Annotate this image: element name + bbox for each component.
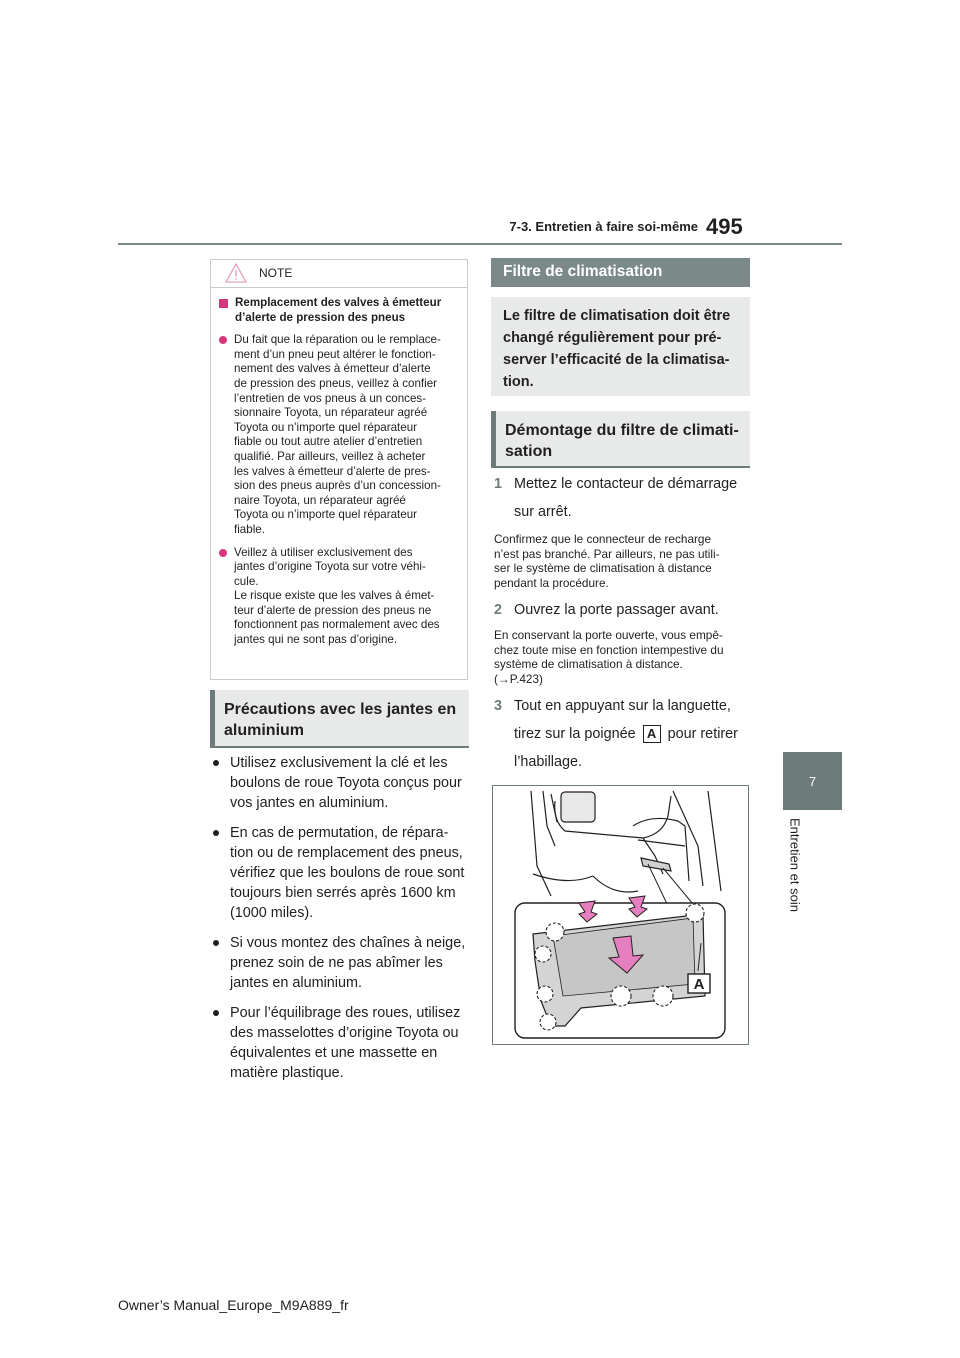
note-line: Toyota ou n’importe quel réparateur <box>234 420 418 434</box>
round-bullet-icon <box>219 336 227 344</box>
illustration-callout-a: A <box>693 976 705 993</box>
step-text: pour retirer <box>667 726 738 742</box>
bullet-dot-icon <box>213 940 219 946</box>
lead-line: server l’efficacité de la climatisa- <box>503 352 730 368</box>
list-item <box>211 933 469 993</box>
bullet-line: En cas de permutation, de répara- <box>230 825 449 841</box>
section-title: 7-3. Entretien à faire soi-même <box>509 219 698 234</box>
list-item <box>211 1003 469 1083</box>
note-line: système de climatisation à distance. <box>494 657 683 671</box>
chapter-label-text: Entretien et soin <box>787 818 803 912</box>
lead-line: tion. <box>503 374 534 390</box>
warning-triangle-icon <box>225 263 247 283</box>
note-line: pendant la procédure. <box>494 575 609 590</box>
chapter-number: 7 <box>808 773 817 789</box>
note-line: Confirmez que le connecteur de recharge <box>494 532 712 546</box>
note-line: sion des pneus auprès d’un concession- <box>234 479 441 493</box>
page-number: 495 <box>706 214 743 239</box>
chapter-tab <box>783 752 842 810</box>
bullet-line: Utilisez exclusivement la clé et les <box>230 755 448 771</box>
step-number: 1 <box>494 476 503 492</box>
note-paragraph-2 <box>219 546 459 648</box>
note-line: sionnaire Toyota, un réparateur agréé <box>234 406 428 420</box>
header-rule <box>118 243 842 245</box>
note-line: nement des valves à émetteur d’alerte <box>234 362 431 376</box>
step-line: Tout en appuyant sur la languette, <box>514 698 731 714</box>
note-line: Veillez à utiliser exclusivement des <box>234 545 413 559</box>
steps-list <box>494 470 756 776</box>
note-line: l’entretien de vos pneus à un conces- <box>234 391 427 405</box>
bullet-line: vos jantes en aluminium. <box>230 795 389 811</box>
note-title <box>219 296 459 325</box>
bullet-line: des masselottes d’origine Toyota ou <box>230 1025 459 1041</box>
note-line: fiable. <box>234 522 265 536</box>
note-line: chez toute mise en fonction intempestive du <box>494 642 724 657</box>
note-line: ment d’un pneu peut altérer le fonction- <box>234 347 436 361</box>
lead-line: changé régulièrement pour pré- <box>503 330 722 346</box>
note-line: Du fait que la réparation ou le remplace- <box>234 333 441 347</box>
lead-line: Le filtre de climatisation doit être <box>503 308 731 324</box>
bullet-line: vérifiez que les boulons de roue sont <box>230 865 465 881</box>
step-line <box>514 720 738 748</box>
alu-title-line-2: aluminium <box>224 722 305 739</box>
glovebox-illustration <box>492 785 749 1045</box>
list-item <box>211 753 469 813</box>
bullet-line: équivalentes et une massette en <box>230 1045 438 1061</box>
bullet-line: toujours bien serrés après 1600 km <box>230 885 456 901</box>
square-bullet-icon <box>219 299 228 308</box>
alu-bullet-list <box>211 753 469 1093</box>
note-line: En conservant la porte ouverte, vous empê- <box>494 628 723 642</box>
note-line: fiable ou tout autre atelier d’entretien <box>234 435 423 449</box>
callout-key-a: A <box>643 725 661 743</box>
bullet-line: (1000 miles). <box>230 905 314 921</box>
list-item <box>211 823 469 923</box>
bullet-line: Pour l’équilibrage des roues, utilisez <box>230 1005 461 1021</box>
bullet-line: tion ou de remplacement des pneus, <box>230 845 463 861</box>
step-2-note <box>494 628 756 686</box>
note-header <box>211 260 467 288</box>
note-title-text: Remplacement des valves à émetteur d’alerte de pression des pneus <box>235 296 442 324</box>
note-line: jantes d’origine Toyota sur votre véhi- <box>234 560 426 574</box>
note-line: fonctionnent pas normalement avec des <box>234 618 440 632</box>
note-heading: NOTE <box>259 266 293 280</box>
bullet-dot-icon <box>213 760 219 766</box>
note-line: qualifié. Par ailleurs, veillez à acheter <box>234 449 426 463</box>
removal-section-title <box>491 411 750 468</box>
bullet-line: Si vous montez des chaînes à neige, <box>230 935 466 951</box>
round-bullet-icon <box>219 549 227 557</box>
bullet-line: boulons de roue Toyota conçus pour <box>230 775 462 791</box>
note-line: Toyota ou n’importe quel réparateur <box>234 508 418 522</box>
note-line: de pression des pneus, veillez à confier <box>234 376 438 390</box>
filter-section-title: Filtre de climatisation <box>491 258 750 287</box>
step-line: Ouvrez la porte passager avant. <box>514 602 719 618</box>
bullet-line: jantes en aluminium. <box>230 975 362 991</box>
bullet-line: prenez soin de ne pas abîmer les <box>230 955 443 971</box>
note-line: n’est pas branché. Par ailleurs, ne pas utili- <box>494 546 720 561</box>
step-text: tirez sur la poignée <box>514 726 636 742</box>
note-line: naire Toyota, un réparateur agréé <box>234 493 406 507</box>
note-line: cule. <box>234 574 259 588</box>
chapter-label <box>780 818 810 948</box>
step-line: l’habillage. <box>514 754 583 770</box>
note-line: ser le système de climatisation à distance <box>494 561 712 575</box>
bullet-dot-icon <box>213 830 219 836</box>
bullet-dot-icon <box>213 1010 219 1016</box>
step-1-note <box>494 532 756 590</box>
note-line: Le risque existe que les valves à émet- <box>234 589 435 603</box>
dashboard-drawing <box>493 786 749 1045</box>
removal-title-line-1: Démontage du filtre de climati- <box>505 422 739 439</box>
footer-text: Owner’s Manual_Europe_M9A889_fr <box>118 1297 349 1313</box>
note-line: jantes qui ne sont pas d’origine. <box>234 633 398 647</box>
removal-title-line-2: sation <box>505 443 553 460</box>
note-line: teur d’alerte de pression des pneus ne <box>234 603 432 617</box>
alu-section-title <box>210 690 469 748</box>
step-number: 3 <box>494 698 503 714</box>
step-2 <box>494 596 756 624</box>
alu-title-line-1: Précautions avec les jantes en <box>224 701 457 718</box>
filter-lead-box <box>491 297 750 396</box>
bullet-line: matière plastique. <box>230 1065 344 1081</box>
note-line: les valves à émetteur d’alerte de pres- <box>234 464 431 478</box>
step-1 <box>494 470 756 526</box>
note-box <box>210 259 468 680</box>
step-number: 2 <box>494 602 503 618</box>
note-line: (→P.423) <box>494 671 543 686</box>
step-3 <box>494 692 756 776</box>
step-line: Mettez le contacteur de démarrage <box>514 476 738 492</box>
step-line: sur arrêt. <box>514 504 572 520</box>
note-paragraph-1 <box>219 333 459 537</box>
